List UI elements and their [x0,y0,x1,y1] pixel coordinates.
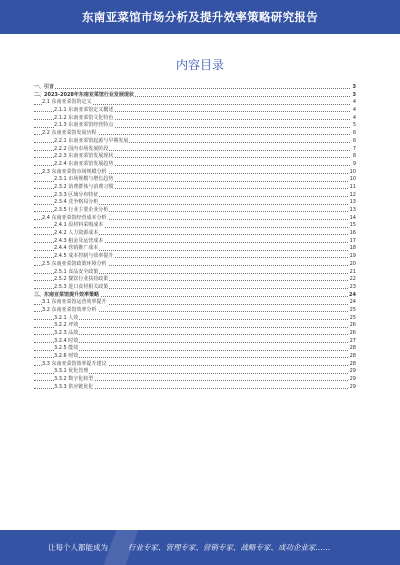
toc-entry-label: 2.1 东南亚菜馆的定义 [42,99,92,106]
toc-entry-page: 29 [349,368,356,375]
toc-entry-label: 2.4.4 营销推广成本 [54,245,99,252]
toc-entry-label: 3.2.3 品效 [54,330,79,336]
toc-entry[interactable] [34,253,356,261]
toc-leader-dots [34,350,350,351]
toc-entry-label: 2.3.2 消费群体与消费习惯 [54,183,114,190]
toc-entry-label: 2.1.1 东南亚菜馆定义概述 [54,107,114,114]
toc-entry-page: 26 [349,322,356,329]
toc-entry-page: 19 [349,253,356,260]
toc-entry-label: 二、2023-2028年东南亚菜馆行业发展现状 [34,91,134,98]
page-header [0,0,400,34]
toc-entry-label: 2.4.5 成本控制与效率提升 [54,253,114,260]
toc-entry-label: 2.2.4 东南亚菜馆发展趋势 [54,160,114,167]
toc-entry[interactable] [34,130,356,138]
page-footer [0,530,400,565]
toc-entry-page: 3 [352,84,356,90]
toc-entry-label: 三、东南亚菜馆提升效率策略 [34,291,100,298]
toc-entry-page: 25 [349,306,356,313]
toc-entry-label: 3.2 东南亚菜馆效率分析 [42,306,97,313]
toc-entry-label: 3.2.5 能效 [54,345,79,352]
toc-entry-page: 24 [349,299,356,306]
toc-entry-page: 28 [349,345,356,352]
toc-entry-page: 12 [349,191,356,198]
toc-entry-page: 4 [352,99,356,106]
toc-entry-label: 一、引言 [34,84,55,90]
toc-entry[interactable] [34,176,356,184]
toc-entry-label: 3.2.6 财效 [54,353,79,360]
toc-entry-label: 2.5 东南亚菜馆政策环境分析 [42,260,107,267]
toc-entry[interactable] [34,384,356,392]
toc-entry-label: 2.1.3 东南亚菜馆经营特点 [54,122,114,129]
toc-entry[interactable] [34,261,356,269]
toc-entry-label: 3.2.4 时效 [54,337,79,344]
toc-entry-label: 2.5.2 餐饮行业扶持政策 [54,276,109,283]
toc-entry[interactable] [34,315,356,323]
toc-entry-page: 13 [349,207,356,213]
toc-entry-page: 29 [349,383,356,390]
toc-entry-label: 3.1 东南亚菜馆运营效率提升 [42,299,107,306]
table-of-contents [34,84,356,392]
toc-leader-dots [34,319,350,320]
toc-entry[interactable] [34,376,356,384]
toc-entry[interactable] [34,84,356,92]
toc-entry-label: 2.4.2 人力资源成本 [54,230,99,237]
toc-entry-page: 22 [349,276,356,283]
toc-entry-page: 3 [352,91,356,98]
toc-entry[interactable] [34,122,356,130]
toc-entry[interactable] [34,284,356,292]
toc-entry-page: 18 [349,245,356,252]
toc-entry-label: 3.2.1 人效 [54,314,79,321]
toc-entry-label: 2.1.2 东南亚菜馆文化特色 [54,114,114,121]
toc-entry-page: 28 [349,360,356,367]
toc-entry-page: 16 [349,230,356,237]
toc-leader-dots [34,334,350,335]
toc-entry-label: 2.3.5 行业主要企业分析 [54,207,109,213]
toc-entry-page: 6 [352,130,356,137]
toc-entry-page: 10 [349,176,356,183]
toc-entry-label: 2.2.2 国内市场发展阶段 [54,145,109,152]
toc-entry-page: 4 [352,114,356,121]
footer-slogan: 让每个人都能成为 [48,543,108,552]
toc-entry-label: 2.2.1 东南亚菜馆起源与早期发展 [54,137,129,144]
toc-leader-dots [34,342,350,343]
toc-entry[interactable] [34,153,356,161]
toc-entry-label: 2.2 东南亚菜馆发展历程 [42,130,97,137]
toc-entry-label: 2.5.3 进口食材相关政策 [54,283,109,290]
toc-heading: 内容目录 [175,58,224,72]
toc-entry[interactable] [34,107,356,115]
toc-entry[interactable] [34,138,356,146]
toc-entry[interactable] [34,330,356,338]
toc-entry-label: 3.3.3 供应链优化 [54,383,94,390]
toc-entry[interactable] [34,322,356,330]
toc-leader-dots [34,88,350,89]
toc-entry-page: 17 [349,237,356,244]
toc-entry-page: 7 [352,145,356,152]
toc-entry-page: 25 [349,314,356,321]
toc-entry[interactable] [34,276,356,284]
toc-entry[interactable] [34,99,356,107]
toc-entry-page: 29 [349,376,356,383]
toc-entry-label: 3.2.2 坪效 [54,322,79,329]
toc-entry[interactable] [34,207,356,215]
toc-entry-label: 2.2.3 东南亚菜馆发展现状 [54,153,114,160]
toc-entry-page: 5 [352,122,356,129]
toc-entry-page: 10 [349,168,356,175]
toc-entry-page: 26 [349,330,356,336]
toc-entry[interactable] [34,353,356,361]
toc-entry-page: 27 [349,337,356,344]
toc-entry[interactable] [34,184,356,192]
toc-entry-label: 2.4.1 原材料采购成本 [54,222,104,229]
footer-tagline: 行业专家、管理专家、营销专家、战略专家、成功企业家…… [128,543,331,552]
toc-entry-page: 15 [349,222,356,229]
toc-entry-label: 3.3.2 数字化转型 [54,376,94,383]
toc-leader-dots [34,327,350,328]
toc-entry[interactable] [34,368,356,376]
toc-entry[interactable] [34,161,356,169]
toc-entry-page: 13 [349,199,356,206]
toc-entry-page: 24 [349,291,356,298]
toc-entry[interactable] [34,245,356,253]
toc-entry-label: 3.3 东南亚菜馆效率提升建议 [42,360,107,367]
toc-entry[interactable] [34,307,356,315]
toc-entry[interactable] [34,199,356,207]
toc-entry-label: 2.3.3 区域分布特征 [54,191,99,198]
toc-leader-dots [34,357,350,358]
toc-entry-page: 14 [349,214,356,221]
toc-entry-page: 28 [349,353,356,360]
toc-entry-page: 4 [352,107,356,114]
toc-entry-page: 11 [349,183,356,190]
toc-entry[interactable] [34,299,356,307]
toc-entry-label: 3.3.1 优化管理 [54,368,89,375]
toc-entry-label: 2.3.4 竞争格局分析 [54,199,99,206]
toc-entry-label: 2.4.3 租金及运营成本 [54,237,104,244]
toc-entry-label: 2.3 东南亚菜馆市场规模分析 [42,168,107,175]
toc-entry[interactable] [34,345,356,353]
toc-entry[interactable] [34,230,356,238]
toc-entry-page: 8 [352,153,356,160]
toc-entry-page: 6 [352,137,356,144]
toc-entry-label: 2.3.1 市场规模与增长趋势 [54,176,114,183]
report-title: 东南亚菜馆市场分析及提升效率策略研究报告 [82,10,318,24]
toc-entry-page: 21 [349,268,356,275]
toc-entry[interactable] [34,222,356,230]
toc-entry-label: 2.4 东南亚菜馆经营成本分析 [42,214,107,221]
toc-entry-page: 20 [349,260,356,267]
toc-entry-page: 23 [349,283,356,290]
toc-entry-page: 9 [352,160,356,167]
toc-entry[interactable] [34,338,356,346]
toc-entry-label: 2.5.1 食品安全政策 [54,268,99,275]
